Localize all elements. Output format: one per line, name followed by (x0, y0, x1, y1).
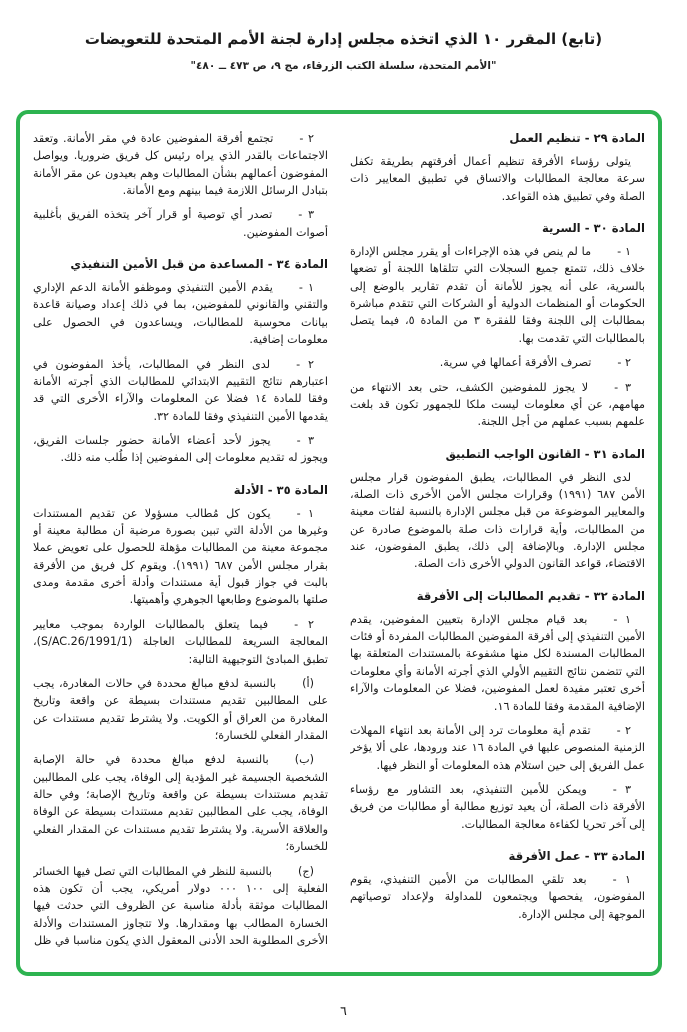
paragraph-marker: ٢ - (299, 132, 315, 145)
paragraph-text: بالنسبة للنظر في المطالبات التي تصل فيها الخسائر الفعلية إلى ١٠٠ ٠٠٠ دولار أمريكي، يجب أن تكون هذه المطالبات موثقة بأدلة مناسبة عن الظروف التي حدثت فيها الخسارة المطالب بها ومقدارها. ولا تتجاوز المستندات والأدلة الأخرى المطلوبة الحد الأدنى المعقول الذي يكون مناسبا في ظل (33, 864, 328, 947)
paragraph-marker: ٢ - (296, 357, 314, 371)
paragraph (33, 505, 328, 609)
article-heading: المادة ٣٣ - عمل الأفرقة (508, 849, 645, 864)
document-title: (تابع) المقرر ١٠ الذي اتخذه مجلس إدارة لجنة الأمم المتحدة للتعويضات (84, 30, 603, 48)
article-heading: المادة ٣٥ - الأدلة (233, 482, 328, 497)
paragraph-text: ويمكن للأمين التنفيذي، بعد التشاور مع رؤساء الأفرقة ذات الصلة، أن يعيد توزيع مطالبة أو مطالبات من فريق إلى آخر تحريا لكفاءة معالجة المطالبات. (350, 782, 645, 831)
article-heading: المادة ٢٩ - تنظيم العمل (509, 131, 645, 145)
paragraph-text: تصدر أي توصية أو قرار آخر يتخذه الفريق بأغلبية أصوات المفوضين. (33, 208, 328, 239)
paragraph-text: بعد تلقي المطالبات من الأمين التنفيذي، يقوم المفوضون، يفحصها ويجتمعون للمداولة ولإعداد توصياتهم الموجهة إلى مجلس الإدارة. (350, 872, 645, 921)
article-heading: المادة ٣٤ - المساعدة من قبل الأمين التنفيذي (70, 257, 328, 272)
paragraph-marker: ٣ - (298, 208, 314, 222)
document-subtitle: "الأمم المتحدة، سلسلة الكتب الزرقاء، مج ٩، ص ٤٧٣ ــ ٤٨٠" (190, 60, 497, 72)
paragraph-marker: ٣ - (296, 434, 314, 447)
paragraph-marker: ١ - (612, 872, 631, 886)
paragraph-marker: ٢ - (294, 617, 315, 631)
paragraph-text: تجتمع أفرقة المفوضين عادة في مقر الأمانة. وتعقد الاجتماعات بالقدر الذي يراه رئيس كل فريق ضروريا. ويواصل المفوضون أعمالهم بشأن المطالبات وهم بعيدون عن مقر الأمانة بتبادل الرسائل اللازمة فيما بينهم ومع الأمانة. (33, 132, 328, 198)
paragraph-text: يجوز لأحد أعضاء الأمانة حضور جلسات الفريق، ويجوز له تقديم معلومات إلى المفوضين إذا طُلب منه ذلك. (33, 434, 328, 465)
paragraph (33, 863, 328, 950)
paragraph-marker: (أ) (302, 676, 314, 690)
paragraph (350, 871, 645, 923)
article-heading: المادة ٣٠ - السرية (541, 221, 645, 236)
paragraph-marker: ١ - (617, 245, 632, 259)
green-border-frame (16, 110, 662, 976)
paragraph (33, 751, 328, 855)
paragraph-text: لدى النظر في المطالبات، يأخذ المفوضون في اعتبارهم نتائج التقييم الابتدائي للمطالبات الذي أجرته الأمانة وفقا للمادة ١٤ فضلا عن المعلومات والآراء الأخرى التي قد يقدمها الأمين التنفيذي وفقا للمادة ٣٢. (33, 357, 328, 423)
paragraph (33, 130, 328, 199)
paragraph: لدى النظر في المطالبات، يطبق المفوضون قرار مجلس الأمن ٦٨٧ (١٩٩١) وقرارات مجلس الأمن الأخرى ذات الصلة، والمعايير الموضوعة من قبل مجلس الإدارة بالنسبة لفئات معينة من المطالبات، وأية قرارات ذات صلة بالموضوع صادرة عن مجلس الإدارة. وبالإضافة إلى ذلك، يطبق المفوضون، عند الاقتضاء، قواعد القانون الدولي الأخرى ذات الصلة. (350, 470, 645, 571)
page-number: ٦ (340, 1003, 347, 1018)
paragraph (350, 611, 645, 715)
paragraph-marker: ٣ - (614, 380, 631, 394)
paragraph-marker: ٢ - (616, 723, 631, 737)
paragraph-text: يكون كل مُطالب مسؤولا عن تقديم المستندات وغيرها من الأدلة التي تبين بصورة مرضية أن مطالبة معينة أو مجموعة معينة من المطالبات مؤهلة للحصول على تعويض عملا بقرار مجلس الأمن ٦٨٧ (١٩٩١). ويقوم كل فريق من الأفرقة بالبت في جواز قبول أية مستندات وأدلة أخرى مقدمة ومدى صلتها بالموضوع وطابعها الجوهري وأهميتها. (33, 506, 328, 607)
paragraph (350, 243, 645, 347)
article-heading: المادة ٣٢ - تقديم المطالبات إلى الأفرقة (416, 588, 645, 603)
paragraph-marker: ٣ - (612, 782, 631, 796)
column-left (33, 128, 328, 962)
article-heading: المادة ٣١ - القانون الواجب التطبيق (445, 446, 645, 461)
paragraph: يتولى رؤساء الأفرقة تنظيم أعمال أفرقتهم بطريقة تكفل سرعة معالجة المطالبات والاتساق في تطبيق المعايير ذات الصلة وفي تطبيق هذه القواعد. (350, 154, 645, 203)
paragraph-marker: ١ - (296, 506, 315, 520)
paragraph (33, 616, 328, 668)
paragraph-text: لا يجوز للمفوضين الكشف، حتى بعد الانتهاء من مهامهم، عن أي معلومات ليست ملكا للجمهور تكون قد بلغت علمهم بسبب عملهم من أجل اللجنة. (350, 380, 645, 429)
paragraph-text: بالنسبة لدفع مبالغ محددة في حالات المغادرة، يجب على المطالبين تقديم مستندات بسيطة عن واقعة وتاريخ المغادرة من العراق أو الكويت. ولا يشترط تقديم مستندات عن المقدار الفعلي للخسارة؛ (33, 676, 328, 742)
paragraph-marker: ٢ - (617, 356, 631, 370)
paragraph (350, 722, 645, 774)
paragraph-marker: (ب) (294, 753, 314, 767)
paragraph (350, 781, 645, 833)
paragraph (33, 675, 328, 744)
column-right (350, 128, 645, 962)
paragraph-text: تقدم أية معلومات ترد إلى الأمانة بعد انتهاء المهلات الزمنية المنصوص عليها في المادة ١٦ عند ورودها، على ألا يؤخر عمل الفريق إلى حين استلام هذه المعلومات أو النظر فيها. (350, 723, 645, 772)
paragraph (33, 356, 328, 425)
paragraph (33, 206, 328, 241)
paragraph-marker: (ج) (298, 864, 314, 878)
paragraph-marker: ١ - (298, 281, 315, 295)
paragraph-text: يقدم الأمين التنفيذي وموظفو الأمانة الدعم الإداري والتقني والقانوني للمفوضين، بما في ذلك إعداد وصيانة قاعدة بيانات محوسبة للمطالبات، ويساعدون في الحصول على معلومات إضافية. (33, 281, 328, 347)
document-header (0, 0, 687, 72)
paragraph-text: بعد قيام مجلس الإدارة بتعيين المفوضين، يقدم الأمين التنفيذي إلى أفرقة المفوضين المطالبات المفردة أو فئات المطالبات المسندة لكل منها مشفوعة بالمستندات المتعلقة بها التي تتضمن نتائج التقييم الأولي الذي أجرته الأمانة وأي معلومات أخرى تعتبر مفيدة لعمل المفوضين، فضلا عن المعلومات والآراء الإضافية المقدمة وفقا للمادة ١٦. (350, 612, 645, 713)
paragraph-text: ما لم ينص في هذه الإجراءات أو يقرر مجلس الإدارة خلاف ذلك، تتمتع جميع السجلات التي تتلقاها اللجنة أو تضعها بالسرية، على أنه يجوز للأمانة أن تقدم تقارير بالوضع إلى الحكومات أو المنظمات الدولية أو الشركات التي تتقدم مباشرة بمطالبات إلى اللجنة وفقا للفقرة ٣ من المادة ٥، فيما يتصل بالمطالبات التي تقدمت بها. (350, 245, 645, 345)
paragraph-text: تصرف الأفرقة أعمالها في سرية. (439, 356, 592, 370)
paragraph (350, 379, 645, 431)
paragraph-text: فيما يتعلق بالمطالبات الواردة بموجب معايير المعالجة السريعة للمطالبات العاجلة (S/AC.26/1991/1)، تطبق المبادئ التوجيهية التالية: (33, 617, 328, 666)
paragraph (350, 354, 645, 371)
paragraph-marker: ١ - (613, 612, 631, 626)
paragraph (33, 432, 328, 467)
paragraph (33, 279, 328, 348)
paragraph-text: بالنسبة لدفع مبالغ محددة في حالة الإصابة الشخصية الجسيمة غير المؤدية إلى الوفاة، يجب على المطالبين تقديم مستندات بسيطة عن واقعة وتاريخ الإصابة؛ وفي حالة الوفاة، يجب على المطالبين تقديم مستندات بسيطة عن الوفاة والعلاقة الأسرية. ولا يشترط تقديم مستندات عن المقدار الفعلي للخسارة؛ (33, 753, 328, 854)
